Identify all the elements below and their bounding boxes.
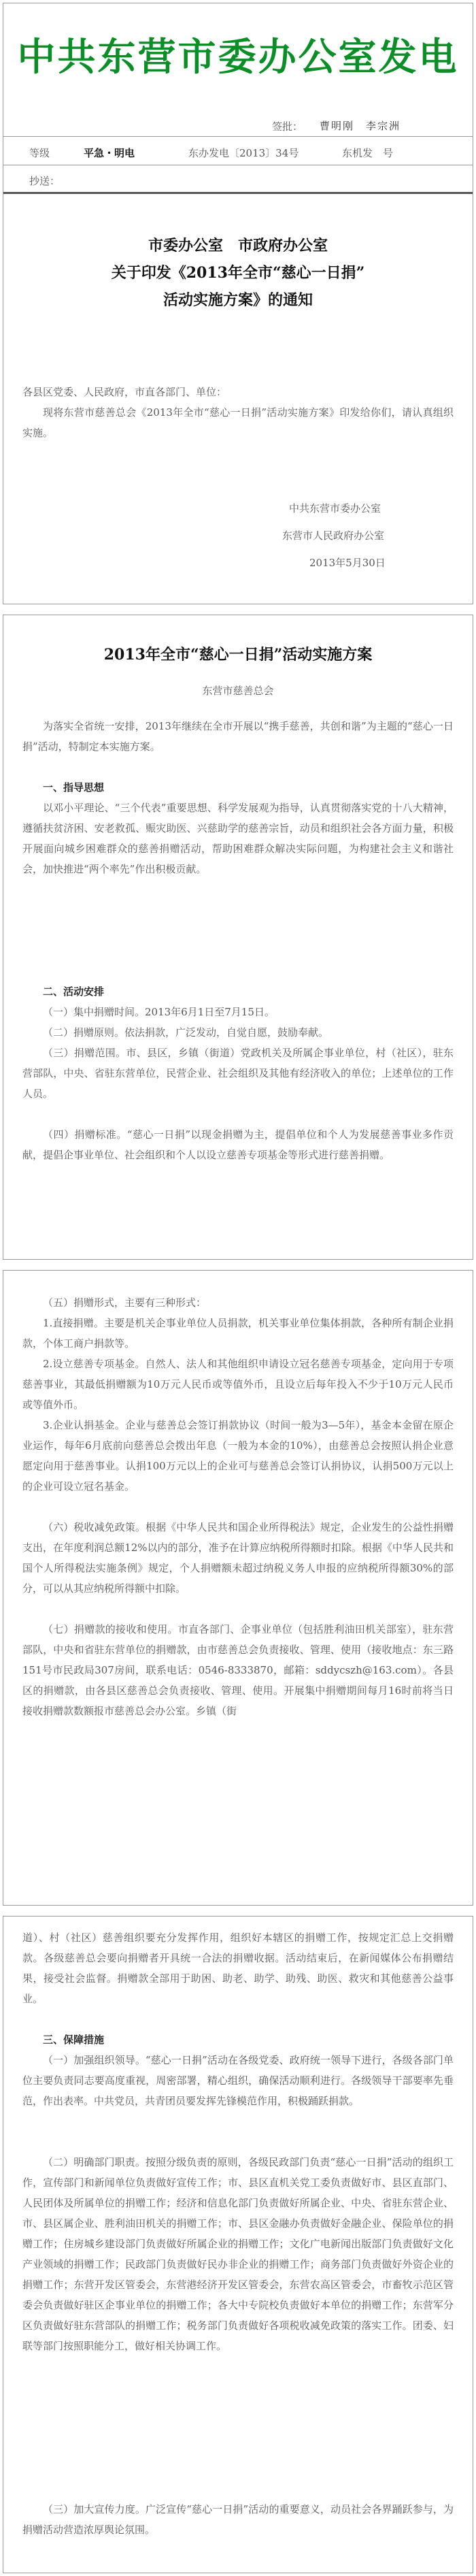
sign-line	[3, 112, 473, 137]
sign-org-government: 东营市人民政府办公室	[282, 529, 385, 542]
machine-number: 东机发 号	[342, 147, 394, 159]
document-number: 东办发电〔2013〕34号	[188, 147, 299, 159]
section-2-heading: 二、活动安排	[43, 985, 105, 998]
document-red-header: 中共东营市委办公室发电	[17, 35, 459, 80]
notice-body: 现将东营市慈善总会《2013年全市“慈心一日捐”活动实施方案》印发给你们，请认真组织实施。	[22, 406, 454, 439]
cc-label: 抄送：	[29, 175, 61, 187]
measure-3: （三）加大宣传力度。广泛宣传“慈心一日捐”活动的重要意义，动员社会各界踊跃参与，为捐赠活动营造浓厚舆论氛围。	[22, 2503, 454, 2536]
priority-badge: 平急・明电	[84, 147, 135, 159]
page-measures	[3, 1916, 473, 2573]
page-plan	[3, 615, 473, 1260]
measure-1: （一）加强组织领导。“慈心一日捐”活动在各级党委、政府统一领导下进行，各级各部门单位主要负责同志要高度重视，周密部署，精心组织，确保活动顺利进行。各级领导干部要率先垂范，作出表率。中共党员，共青团员要发挥先锋模范作用，积极踊跃捐款。	[22, 2054, 454, 2107]
form-enterprise-fund: 3.企业认捐基金。企业与慈善总会签订捐款协议（时间一般为3—5年），基金本金留在原企业运作，每年6月底前向慈善总会拨出年息（一般为本金的10%），由慈善总会按照认捐企业意愿定向用于慈善事业。认捐100万元以上的企业可与慈善总会签订认捐协议，认捐500万元以上的企业可设立冠名基金。	[22, 1419, 454, 1493]
form-direct-donation: 1.直接捐赠。主要是机关企事业单位人员捐款，机关事业单位集体捐款，各种所有制企业捐款，个体工商户捐款等。	[22, 1317, 454, 1350]
plan-item-3: （三）捐赠范围。市、县区，乡镇（街道）党政机关及所属企事业单位，村（社区），驻东营部队，中央、省驻东营单位，民营企业、社会组织及其他有经济收入的单位；上述单位的工作人员。	[22, 1047, 454, 1100]
plan-item-5: （五）捐赠形式，主要有三种形式：	[43, 1297, 207, 1309]
page-telegram	[3, 3, 473, 604]
measure-2: （二）明确部门职责。按照分级负责的原则，各级民政部门负责“慈心一日捐”活动的组织工作，宣传部门和新闻单位负责做好宣传工作；市、县区直机关党工委负责做好市、县区直部门、人民团体及所属单位的捐赠工作；经济和信息化部门负责做好所属企业、中央、省驻东营企业、市、县区属企业、胜利油田机关的捐赠工作；市、县区金融办负责做好金融企业、保险单位的捐赠工作；住房城乡建设部门负责做好所属企业的捐赠工作；文化广电新闻出版部门负责做好文化产业领域的捐赠工作；民政部门负责做好民办非企业的捐赠工作；商务部门负责做好外资企业的捐赠工作；东营开发区管委会，东营港经济开发区管委会，东营农高区管委会，市畜牧示范区管委会负责做好驻区企事业单位的捐赠工作；各大中专院校负责做好本单位的捐赠工作；东营军分区负责做好驻东营部队的捐赠工作；税务部门负责做好各项税收减免政策的落实工作。团委、妇联等部门按照职能分工，做好相关协调工作。	[22, 2156, 454, 2352]
plan-organization: 东营市慈善总会	[202, 685, 274, 697]
sign-label: 签批：	[272, 120, 303, 133]
notice-date: 2013年5月30日	[309, 557, 386, 569]
plan-item-1: （一）集中捐赠时间。2013年6月1日至7月15日。	[43, 1006, 275, 1018]
plan-item-2: （二）捐赠原则。依法捐款，广泛发动，自觉自愿，鼓励奉献。	[43, 1026, 329, 1039]
signature-names: 曹明刚 李宗洲	[320, 120, 401, 132]
cc-line	[3, 165, 473, 194]
sign-org-party: 中共东营市委办公室	[289, 502, 381, 515]
plan-intro: 为落实全省统一安排，2013年继续在全市开展以“携手慈善，共创和谐”为主题的“慈心一日捐”活动，特制定本实施方案。	[22, 720, 454, 753]
level-label: 等级	[29, 147, 50, 159]
plan-title: 2013年全市“慈心一日捐”活动实施方案	[103, 646, 373, 664]
notice-title	[3, 194, 473, 314]
form-special-fund: 2.设立慈善专项基金。自然人、法人和其他组织申请设立冠名慈善专项基金，定向用于专项慈善事业，其最低捐赠额为10万元人民币或等值外币，且设立后每年投入不少于10万元人民币或等值外币。	[22, 1358, 454, 1411]
reference-line	[3, 137, 473, 165]
plan-item-4: （四）捐赠标准。“慈心一日捐”以现金捐赠为主，提倡单位和个人为发展慈善事业多作贡献，提倡企事业单位、社会组织和个人以设立慈善专项基金等形式进行慈善捐赠。	[22, 1128, 454, 1161]
section-3-heading: 三、保障措施	[43, 2034, 105, 2046]
notice-addressee: 各县区党委、人民政府，市直各部门、单位：	[22, 386, 227, 398]
notice-title-line-1: 市委办公室 市政府办公室	[148, 237, 328, 255]
notice-title-line-2: 关于印发《2013年全市“慈心一日捐”	[111, 264, 365, 282]
page-donation-forms	[3, 1270, 473, 1906]
item-7-continued: 道）、村（社区）慈善组织要充分发挥作用，组织好本辖区的捐赠工作，按规定汇总上交捐赠款。各级慈善总会要向捐赠者开具统一合法的捐赠收据。活动结束后，在新闻媒体公布捐赠结果，接受社会监督。捐赠款全部用于助困、助老、助学、助残、助医、救灾和其他慈善公益事业。	[22, 1931, 454, 2005]
plan-item-6: （六）税收减免政策。根据《中华人民共和国企业所得税法》规定，企业发生的公益性捐赠支出，在年度利润总额12%以内的部分，准予在计算应纳税所得额时扣除。根据《中华人民共和国个人所得税法实施条例》规定，个人捐赠额未超过纳税义务人申报的应纳税所得额30%的部分，可以从其应纳税所得额中扣除。	[22, 1521, 454, 1595]
section-1-body: 以邓小平理论、“三个代表”重要思想、科学发展观为指导，认真贯彻落实党的十八大精神，遵循扶贫济困、安老救孤、赈灾助医、兴慈助学的慈善宗旨，动员和组织社会各方面力量，积极开展面向城乡困难群众的慈善捐赠活动，帮助困难群众解决实际问题，为构建社会主义和谐社会，加快推进“两个率先”作出积极贡献。	[22, 802, 454, 875]
section-1-heading: 一、指导思想	[43, 781, 105, 794]
plan-item-7: （七）捐赠款的接收和使用。市直各部门、企事业单位（包括胜利油田机关部室），驻东营部队，中央和省驻东营单位的捐赠款，由市慈善总会负责接收、管理、使用（接收地点：东三路151号市民政局307房间，联系电话：0546-8333870，邮箱：sddycszh@163.com）。各县区的捐赠款，由各县区慈善总会负责接收、管理、使用。开展集中捐赠期间每月16时前将当日接收捐赠款数额报市慈善总会办公室。乡镇（街	[22, 1623, 454, 1717]
notice-title-line-3: 活动实施方案》的通知	[163, 291, 313, 309]
